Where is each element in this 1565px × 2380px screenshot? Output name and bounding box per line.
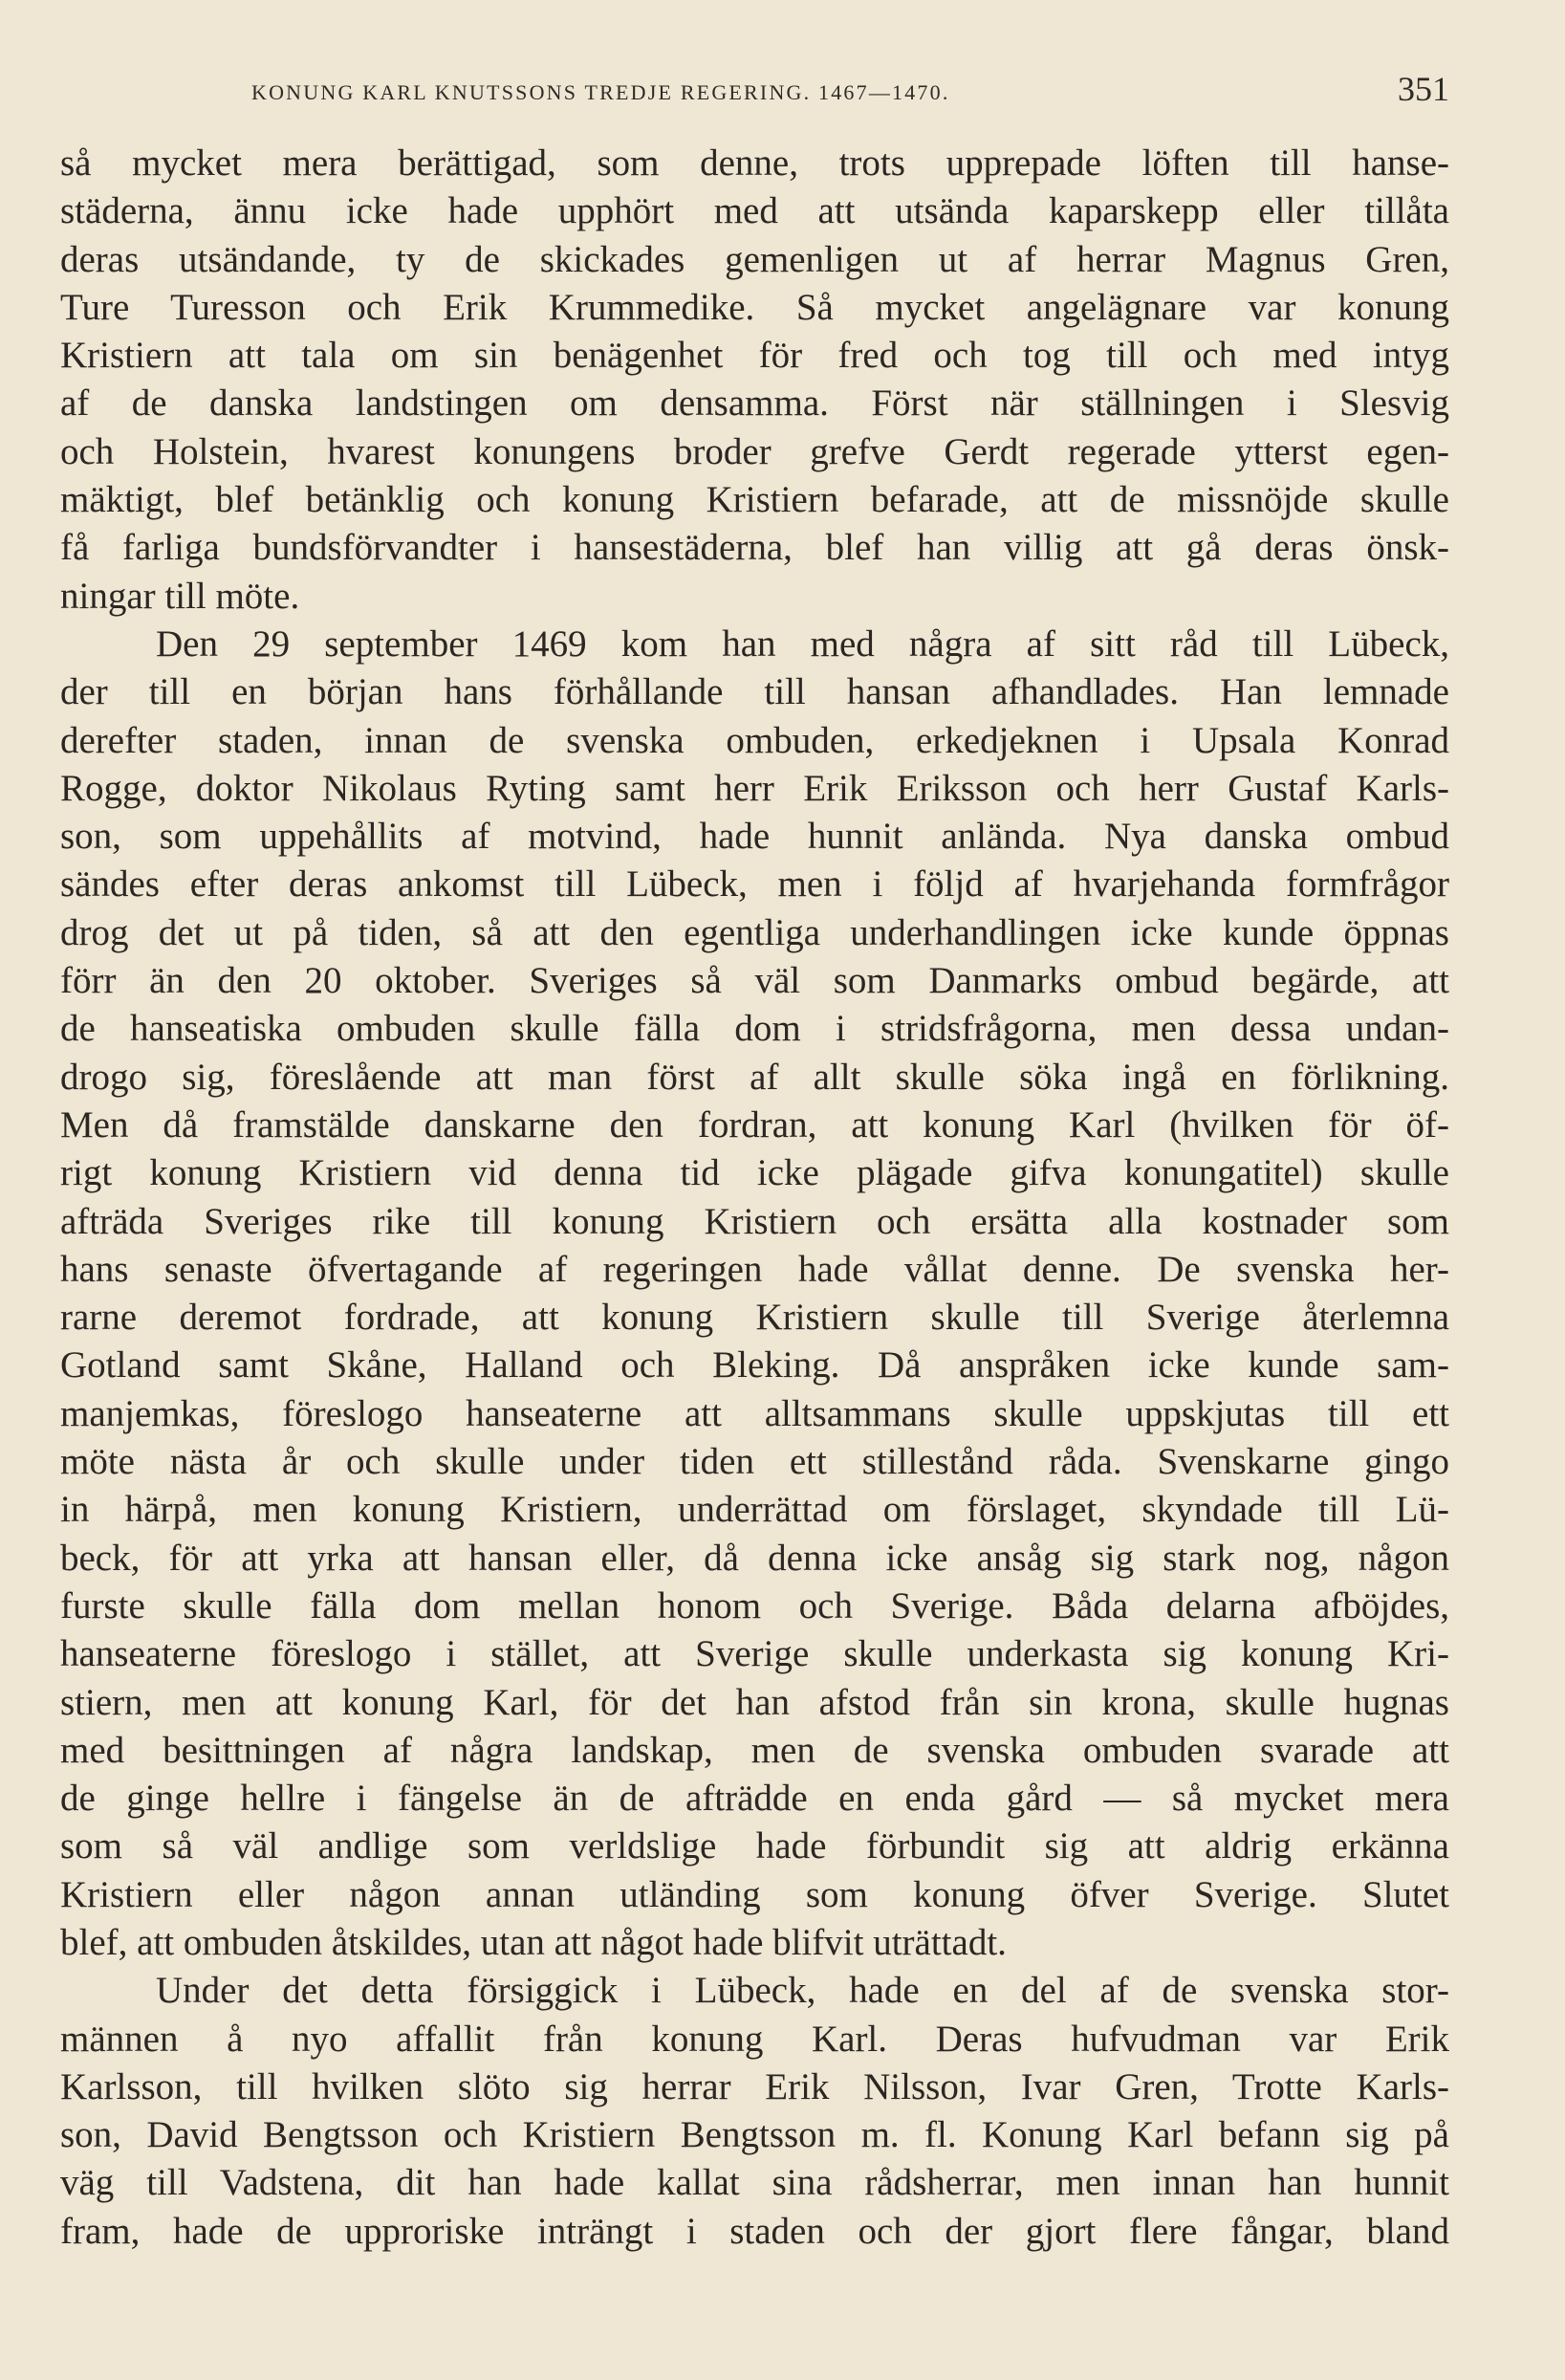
text-line: blef, att ombuden åtskildes, utan att något hade blifvit uträttadt. xyxy=(60,1921,1007,1963)
text-line: drog det ut på tiden, så att den egentliga underhandlingen icke kunde öppnas xyxy=(60,911,1449,953)
text-line: ningar till möte. xyxy=(60,575,300,617)
text-line: son, David Bengtsson och Kristiern Bengtsson m. fl. Konung Karl befann sig på xyxy=(60,2114,1449,2156)
text-line: deras utsändande, ty de skickades gemenligen ut af herrar Magnus Gren, xyxy=(60,238,1449,280)
text-line: drogo sig, föreslående att man först af allt skulle söka ingå en förlikning. xyxy=(60,1056,1449,1098)
text-line: de hanseatiska ombuden skulle fälla dom i stridsfrågorna, men dessa undan- xyxy=(60,1008,1449,1050)
text-line: Karlsson, till hvilken slöto sig herrar Erik Nilsson, Ivar Gren, Trotte Karls- xyxy=(60,2065,1449,2107)
text-line: som så väl andlige som verldslige hade förbundit sig att aldrig erkänna xyxy=(60,1825,1449,1867)
text-line: Gotland samt Skåne, Halland och Bleking. Då anspråken icke kunde sam- xyxy=(60,1344,1449,1387)
text-line: de ginge hellre i fängelse än de afträdde en enda gård — så mycket mera xyxy=(60,1778,1449,1820)
running-title: KONUNG KARL KNUTSSONS TREDJE REGERING. 1467—1470. xyxy=(251,80,950,104)
text-line: fram, hade de upproriske inträngt i staden och der gjort flere fångar, bland xyxy=(60,2210,1449,2252)
text-line: männen å nyo affallit från konung Karl. Deras hufvudman var Erik xyxy=(60,2018,1449,2060)
text-line: beck, för att yrka att hansan eller, då denna icke ansåg sig stark nog, någon xyxy=(60,1537,1449,1579)
text-line: möte nästa år och skulle under tiden ett stillestånd råda. Svenskarne gingo xyxy=(60,1441,1449,1483)
text-line: Under det detta försiggick i Lübeck, hade en del af de svenska stor- xyxy=(156,1970,1449,2012)
text-line: sändes efter deras ankomst till Lübeck, men i följd af hvarjehanda formfrågor xyxy=(60,863,1449,906)
text-line: Kristiern att tala om sin benägenhet för fred och tog till och med intyg xyxy=(60,335,1449,377)
text-line: Ture Turesson och Erik Krummedike. Så mycket angelägnare var konung xyxy=(60,286,1449,328)
text-line: förr än den 20 oktober. Sveriges så väl som Danmarks ombud begärde, att xyxy=(60,960,1449,1002)
body-text xyxy=(60,140,1449,2256)
text-line: Men då framstälde danskarne den fordran, att konung Karl (hvilken för öf- xyxy=(60,1103,1449,1146)
page-number: 351 xyxy=(1398,70,1449,108)
text-line: manjemkas, föreslogo hanseaterne att alltsammans skulle uppskjutas till ett xyxy=(60,1392,1449,1434)
text-line: mäktigt, blef betänklig och konung Kristiern befarade, att de missnöjde skulle xyxy=(60,479,1449,521)
text-line: och Holstein, hvarest konungens broder grefve Gerdt regerade ytterst egen- xyxy=(60,430,1449,472)
text-line: in härpå, men konung Kristiern, underrättad om förslaget, skyndade till Lü- xyxy=(60,1489,1449,1531)
text-line: afträda Sveriges rike till konung Kristiern och ersätta alla kostnader som xyxy=(60,1200,1449,1242)
text-line: rigt konung Kristiern vid denna tid icke plägade gifva konungatitel) skulle xyxy=(60,1152,1449,1194)
text-line: Kristiern eller någon annan utländing som konung öfver Sverige. Slutet xyxy=(60,1873,1449,1915)
text-line: med besittningen af några landskap, men de svenska ombuden svarade att xyxy=(60,1729,1449,1771)
text-line: furste skulle fälla dom mellan honom och Sverige. Båda delarna afböjdes, xyxy=(60,1584,1449,1627)
paragraph-3 xyxy=(60,1967,1449,2256)
text-line: rarne deremot fordrade, att konung Kristiern skulle till Sverige återlemna xyxy=(60,1297,1449,1339)
text-line: stiern, men att konung Karl, för det han afstod från sin krona, skulle hugnas xyxy=(60,1681,1449,1723)
text-line: Den 29 september 1469 kom han med några af sitt råd till Lübeck, xyxy=(156,622,1449,665)
paragraph-2 xyxy=(60,621,1449,1967)
text-line: af de danska landstingen om densamma. Först när ställningen i Slesvig xyxy=(60,382,1449,425)
text-line: hans senaste öfvertagande af regeringen hade vållat denne. De svenska her- xyxy=(60,1248,1449,1290)
running-head xyxy=(60,67,1449,124)
text-line: derefter staden, innan de svenska ombuden, erkedjeknen i Upsala Konrad xyxy=(60,719,1449,761)
text-line: Rogge, doktor Nikolaus Ryting samt herr Erik Eriksson och herr Gustaf Karls- xyxy=(60,767,1449,809)
text-line: son, som uppehållits af motvind, hade hunnit anlända. Nya danska ombud xyxy=(60,816,1449,858)
text-line: städerna, ännu icke hade upphört med att utsända kaparskepp eller tillåta xyxy=(60,190,1449,232)
paragraph-1 xyxy=(60,140,1449,621)
text-line: så mycket mera berättigad, som denne, trots upprepade löften till hanse- xyxy=(60,142,1449,184)
text-line: väg till Vadstena, dit han hade kallat sina rådsherrar, men innan han hunnit xyxy=(60,2162,1449,2204)
text-line: der till en början hans förhållande till hansan afhandlades. Han lemnade xyxy=(60,671,1449,713)
text-line: få farliga bundsförvandter i hansestäderna, blef han villig att gå deras önsk- xyxy=(60,527,1449,569)
text-line: hanseaterne föreslogo i stället, att Sverige skulle underkasta sig konung Kri- xyxy=(60,1633,1449,1675)
